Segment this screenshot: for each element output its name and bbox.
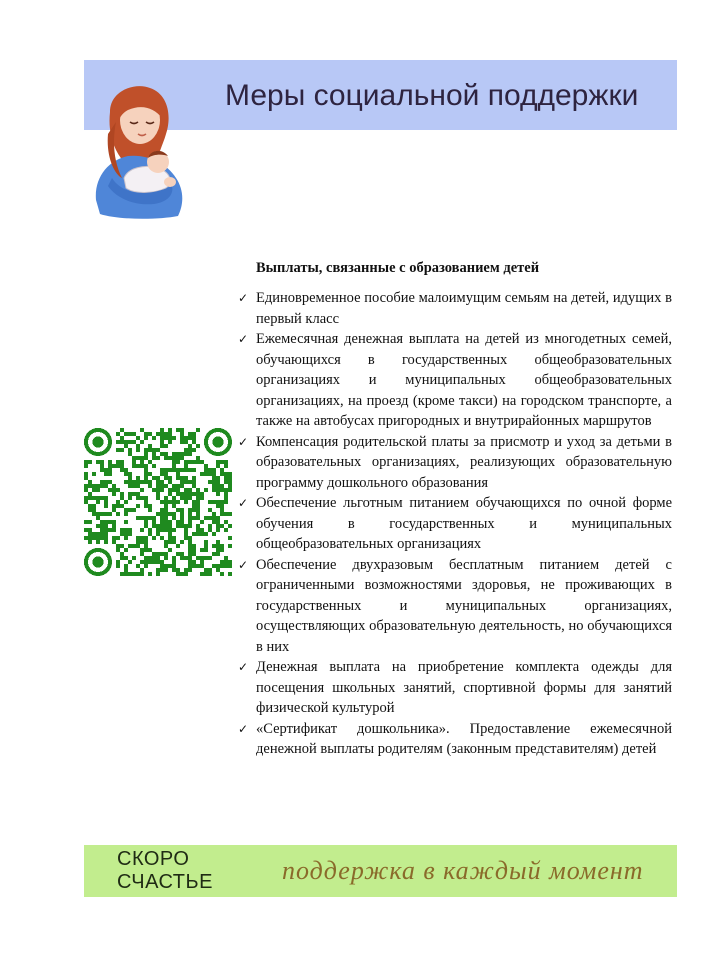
list-item-text: Обеспечение двухразовым бесплатным питанием детей с ограниченными возможностями здоровья, не проживающих в государственных и муниципальных организациях, осуществляющих образовательную деятельность, но обучающихся в них [256,556,672,655]
checkmark-icon: ✓ [238,721,249,736]
list-item [236,288,672,329]
list-item-text: Компенсация родительской платы за присмотр и уход за детьми в образовательных организациях, реализующих образовательную программу дошкольного образования [256,433,672,491]
mother-with-baby-illustration [88,82,198,220]
checkmark-icon: ✓ [238,332,249,346]
qr-finder-dot [212,436,223,447]
page-title: Меры социальной поддержки [225,79,639,112]
brand-line-1: СКОРО [117,848,190,870]
list-item-text: «Сертификат дошкольника». Предоставление ежемесячной денежной выплаты родителям (законным представителям) детей [256,720,672,757]
list-item [236,719,672,760]
list-item [236,329,672,432]
checkmark-icon: ✓ [238,557,249,572]
qr-finder-dot [92,436,103,447]
footer-slogan: поддержка в каждый момент [282,856,644,885]
section-title: Выплаты, связанные с образованием детей [256,260,540,276]
list-item-text: Единовременное пособие малоимущим семьям на детей, идущих в первый класс [256,290,672,327]
list-item [236,432,672,494]
list-item-text: Ежемесячная денежная выплата на детей из многодетных семей, обучающихся в государственных общеобразовательных организациях и муниципальных общеобразовательных организациях, на проезд (кроме такси) на городском транспорте, а также на автобусах пригородных и внутрирайонных маршрутов [256,331,672,429]
qr-finder-dot [92,556,103,567]
list-item [236,555,672,658]
list-item-text: Обеспечение льготным питанием обучающихся по очной форме обучения в государственных и муниципальных общеобразовательных организациях [256,495,672,552]
checkmark-icon: ✓ [238,660,249,674]
checkmark-icon: ✓ [238,496,249,510]
benefits-list [236,288,672,760]
list-item [236,657,672,719]
list-item [236,493,672,555]
content-section [236,258,672,760]
checkmark-icon: ✓ [238,291,249,305]
checkmark-icon: ✓ [238,434,249,449]
brand-logo-text [117,848,237,894]
brand-line-2: СЧАСТЬЕ [117,871,213,893]
qr-code[interactable] [84,428,232,576]
list-item-text: Денежная выплата на приобретение комплекта одежды для посещения школьных занятий, спортивной формы для занятий физической культурой [256,659,672,716]
